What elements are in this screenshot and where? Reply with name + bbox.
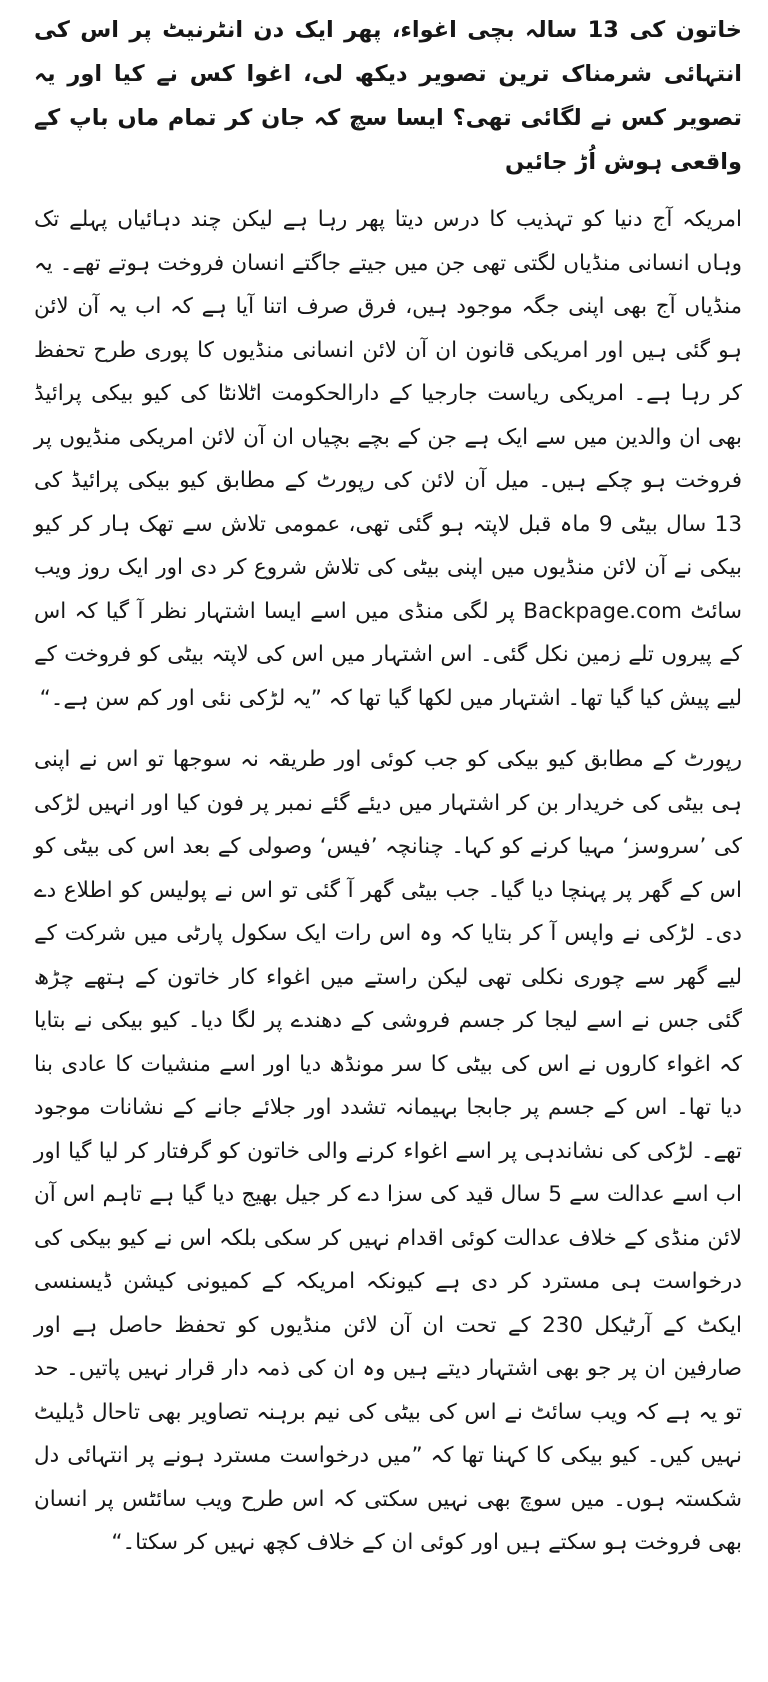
article-headline: خاتون کی 13 سالہ بچی اغواء، پھر ایک دن انٹرنیٹ پر اس کی انتہائی شرمناک ترین تصویر دیکھ لی، اغوا کس نے کیا اور یہ تصویر کس نے لگائی تھی؟ ایسا سچ کہ جان کر تمام ماں باپ کے واقعی ہوش اُڑ جائیں	[34, 17, 742, 175]
news-article	[34, 8, 742, 1581]
article-paragraph-2: رپورٹ کے مطابق کیو بیکی کو جب کوئی اور طریقہ نہ سوجھا تو اس نے اپنی ہی بیٹی کی خریدار بن کر اشتہار میں دیئے گئے نمبر پر فون کیا اور انہیں لڑکی کی ’سروسز‘ مہیا کرنے کو کہا۔ چنانچہ ’فیس‘ وصولی کے بعد اس کی بیٹی کو اس کے گھر پر پہنچا دیا گیا۔ جب بیٹی گھر آ گئی تو اس نے پولیس کو اطلاع دے دی۔ لڑکی نے واپس آ کر بتایا کہ وہ اس رات ایک سکول پارٹی میں شرکت کے لیے گھر سے چوری نکلی تھی لیکن راستے میں اغواء کار خاتون کے ہتھے چڑھ گئی جس نے اسے لیجا کر جسم فروشی کے دھندے پر لگا دیا۔ کیو بیکی نے بتایا کہ اغواء کاروں نے اس کی بیٹی کا سر مونڈھ دیا اور اسے منشیات کا عادی بنا دیا تھا۔ اس کے جسم پر جابجا بہیمانہ تشدد اور جلائے جانے کے نشانات موجود تھے۔ لڑکی کی نشاندہی پر اسے اغواء کرنے والی خاتون کو گرفتار کر لیا گیا اور اب اسے عدالت سے 5 سال قید کی سزا دے کر جیل بھیج دیا گیا ہے تاہم اس آن لائن منڈی کے خلاف عدالت کوئی اقدام نہیں کر سکی بلکہ اس نے کیو بیکی کی درخواست ہی مسترد کر دی ہے کیونکہ امریکہ کے کمیونی کیشن ڈیسنسی ایکٹ کے آرٹیکل 230 کے تحت ان آن لائن منڈیوں کو تحفظ حاصل ہے اور صارفین ان پر جو بھی اشتہار دیتے ہیں وہ ان کی ذمہ دار قرار نہیں پاتیں۔ حد تو یہ ہے کہ ویب سائٹ نے اس کی بیٹی کی نیم برہنہ تصاویر بھی تاحال ڈیلیٹ نہیں کیں۔ کیو بیکی کا کہنا تھا کہ ”میں درخواست مسترد ہونے پر انتہائی دل شکستہ ہوں۔ میں سوچ بھی نہیں سکتی کہ اس طرح ویب سائٹس پر انسان بھی فروخت ہو سکتے ہیں اور کوئی ان کے خلاف کچھ نہیں کر سکتا۔“	[34, 747, 743, 1555]
article-paragraph-1: امریکہ آج دنیا کو تہذیب کا درس دیتا پھر رہا ہے لیکن چند دہائیاں پہلے تک وہاں انسانی منڈیاں لگتی تھی جن میں جیتے جاگتے انسان فروخت ہوتے تھے۔ یہ منڈیاں آج بھی اپنی جگہ موجود ہیں، فرق صرف اتنا آیا ہے کہ اب یہ آن لائن ہو گئی ہیں اور امریکی قانون ان آن لائن انسانی منڈیوں کا پوری طرح تحفظ کر رہا ہے۔ امریکی ریاست جارجیا کے دارالحکومت اٹلانٹا کی کیو بیکی پرائیڈ بھی ان والدین میں سے ایک ہے جن کے بچے بچیاں ان آن لائن امریکی منڈیوں پر فروخت ہو چکے ہیں۔ میل آن لائن کی رپورٹ کے مطابق کیو بیکی پرائیڈ کی 13 سال بیٹی 9 ماہ قبل لاپتہ ہو گئی تھی، عمومی تلاش سے تھک ہار کر کیو بیکی نے آن لائن منڈیوں میں اپنی بیٹی کی تلاش شروع کر دی اور ایک روز ویب سائٹ Backpage.com پر لگی منڈی میں اسے ایسا اشتہار نظر آ گیا کہ اس کے پیروں تلے زمین نکل گئی۔ اس اشتہار میں اس کی لاپتہ بیٹی کو فروخت کے لیے پیش کیا گیا تھا۔ اشتہار میں لکھا گیا تھا کہ ”یہ لڑکی نئی اور کم سن ہے۔“	[34, 207, 742, 711]
